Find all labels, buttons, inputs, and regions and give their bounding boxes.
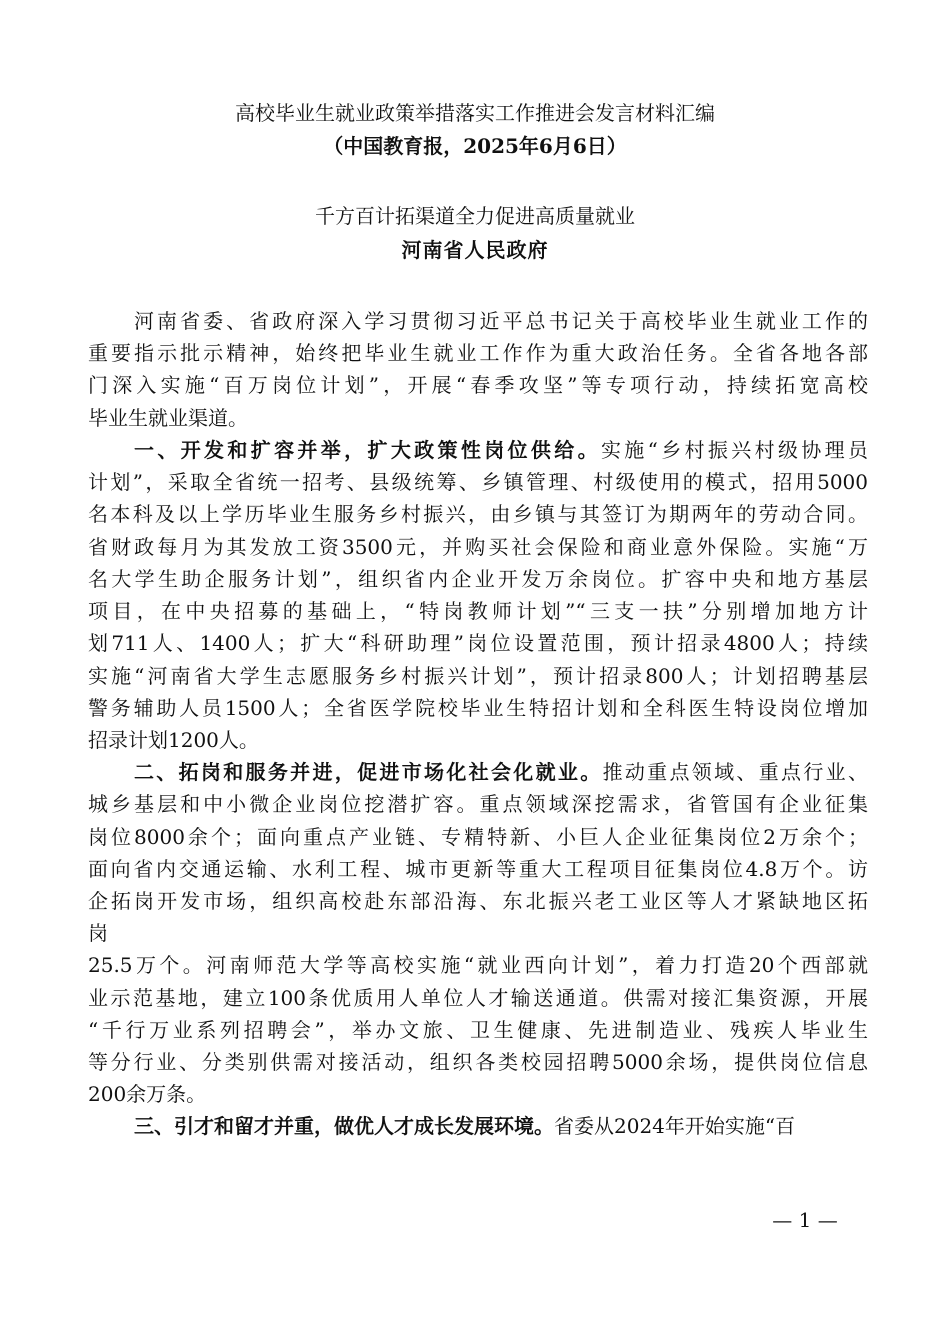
body-line bbox=[88, 854, 868, 884]
body-line bbox=[88, 822, 868, 852]
body-text: 业示范基地，建立100条优质用人单位人才输送通道。供需对接汇集资源，开展 bbox=[88, 986, 868, 1010]
body-line bbox=[88, 306, 868, 336]
body-text: 招录计划1200人。 bbox=[88, 728, 259, 752]
body-line bbox=[88, 435, 868, 465]
page-number: — 1 — bbox=[772, 1208, 838, 1232]
body-line bbox=[88, 725, 868, 755]
body-text: 警务辅助人员1500人；全省医学院校毕业生特招计划和全科医生特设岗位增加 bbox=[88, 696, 868, 720]
document-source: （中国教育报，2025年6月6日） bbox=[323, 134, 627, 158]
body-text: 重要指示批示精神，始终把毕业生就业工作作为重大政治任务。全省各地各部 bbox=[88, 341, 868, 365]
body-line bbox=[88, 886, 868, 916]
body-line bbox=[88, 564, 868, 594]
body-line bbox=[88, 403, 868, 433]
body-text: 计划”，采取全省统一招考、县级统筹、乡镇管理、村级使用的模式，招用5000 bbox=[88, 470, 868, 494]
body-text: 企拓岗开发市场，组织高校赴东部沿海、东北振兴老工业区等人才紧缺地区拓 bbox=[88, 889, 868, 913]
body-text: 岗 bbox=[88, 921, 108, 945]
body-text: 等分行业、分类别供需对接活动，组织各类校园招聘5000余场，提供岗位信息 bbox=[88, 1050, 868, 1074]
body-text: 岗位8000余个；面向重点产业链、专精特新、小巨人企业征集岗位2万余个； bbox=[88, 825, 868, 849]
body-line bbox=[88, 1079, 868, 1109]
body-line bbox=[88, 628, 868, 658]
body-text: 划711人、1400人；扩大“科研助理”岗位设置范围，预计招录4800人；持续 bbox=[88, 631, 868, 655]
body-text: 省财政每月为其发放工资3500元，并购买社会保险和商业意外保险。实施“万 bbox=[88, 535, 868, 559]
body-line bbox=[88, 693, 868, 723]
body-text: 省委从2024年开始实施“百 bbox=[554, 1114, 796, 1138]
body-text: 实施“乡村振兴村级协理员 bbox=[600, 438, 868, 462]
body-line bbox=[88, 661, 868, 691]
body-line bbox=[88, 918, 868, 948]
body-line bbox=[88, 370, 868, 400]
body-text: 名本科及以上学历毕业生服务乡村振兴，由乡镇与其签订为期两年的劳动合同。 bbox=[88, 502, 868, 526]
document-title: 高校毕业生就业政策举措落实工作推进会发言材料汇编 bbox=[235, 101, 715, 125]
body-text: 门深入实施“百万岗位计划”，开展“春季攻坚”等专项行动，持续拓宽高校 bbox=[88, 373, 868, 397]
body-line bbox=[88, 596, 868, 626]
body-line bbox=[88, 532, 868, 562]
body-text: “千行万业系列招聘会”，举办文旅、卫生健康、先进制造业、残疾人毕业生 bbox=[88, 1018, 868, 1042]
article-title: 千方百计拓渠道全力促进高质量就业 bbox=[315, 204, 635, 228]
body-text: 面向省内交通运输、水利工程、城市更新等重大工程项目征集岗位4.8万个。访 bbox=[88, 857, 868, 881]
body-text: 25.5万个。河南师范大学等高校实施“就业西向计划”，着力打造20个西部就 bbox=[88, 953, 868, 977]
body-line bbox=[88, 1047, 868, 1077]
section-heading: 一、开发和扩容并举，扩大政策性岗位供给。 bbox=[134, 438, 601, 462]
body-line bbox=[88, 983, 868, 1013]
body-line bbox=[88, 789, 868, 819]
body-text: 名大学生助企服务计划”，组织省内企业开发万余岗位。扩容中央和地方基层 bbox=[88, 567, 868, 591]
section-heading: 二、拓岗和服务并进，促进市场化社会化就业。 bbox=[134, 760, 603, 784]
section-heading: 三、引才和留才并重，做优人才成长发展环境。 bbox=[134, 1114, 554, 1138]
body-text: 毕业生就业渠道。 bbox=[88, 406, 248, 430]
body-text: 200余万条。 bbox=[88, 1082, 207, 1106]
body-text: 实施“河南省大学生志愿服务乡村振兴计划”，预计招录800人；计划招聘基层 bbox=[88, 664, 868, 688]
body-line bbox=[88, 1015, 868, 1045]
body-text: 城乡基层和中小微企业岗位挖潜扩容。重点领域深挖需求，省管国有企业征集 bbox=[88, 792, 868, 816]
body-line bbox=[88, 467, 868, 497]
body-line bbox=[88, 1111, 868, 1141]
body-line bbox=[88, 499, 868, 529]
body-line bbox=[88, 338, 868, 368]
body-text: 项目，在中央招募的基础上，“特岗教师计划”“三支一扶”分别增加地方计 bbox=[88, 599, 868, 623]
body-line bbox=[88, 950, 868, 980]
body-text: 河南省委、省政府深入学习贯彻习近平总书记关于高校毕业生就业工作的 bbox=[134, 309, 868, 333]
article-author: 河南省人民政府 bbox=[401, 238, 549, 262]
body-line bbox=[88, 757, 868, 787]
body-text: 推动重点领域、重点行业、 bbox=[602, 760, 868, 784]
